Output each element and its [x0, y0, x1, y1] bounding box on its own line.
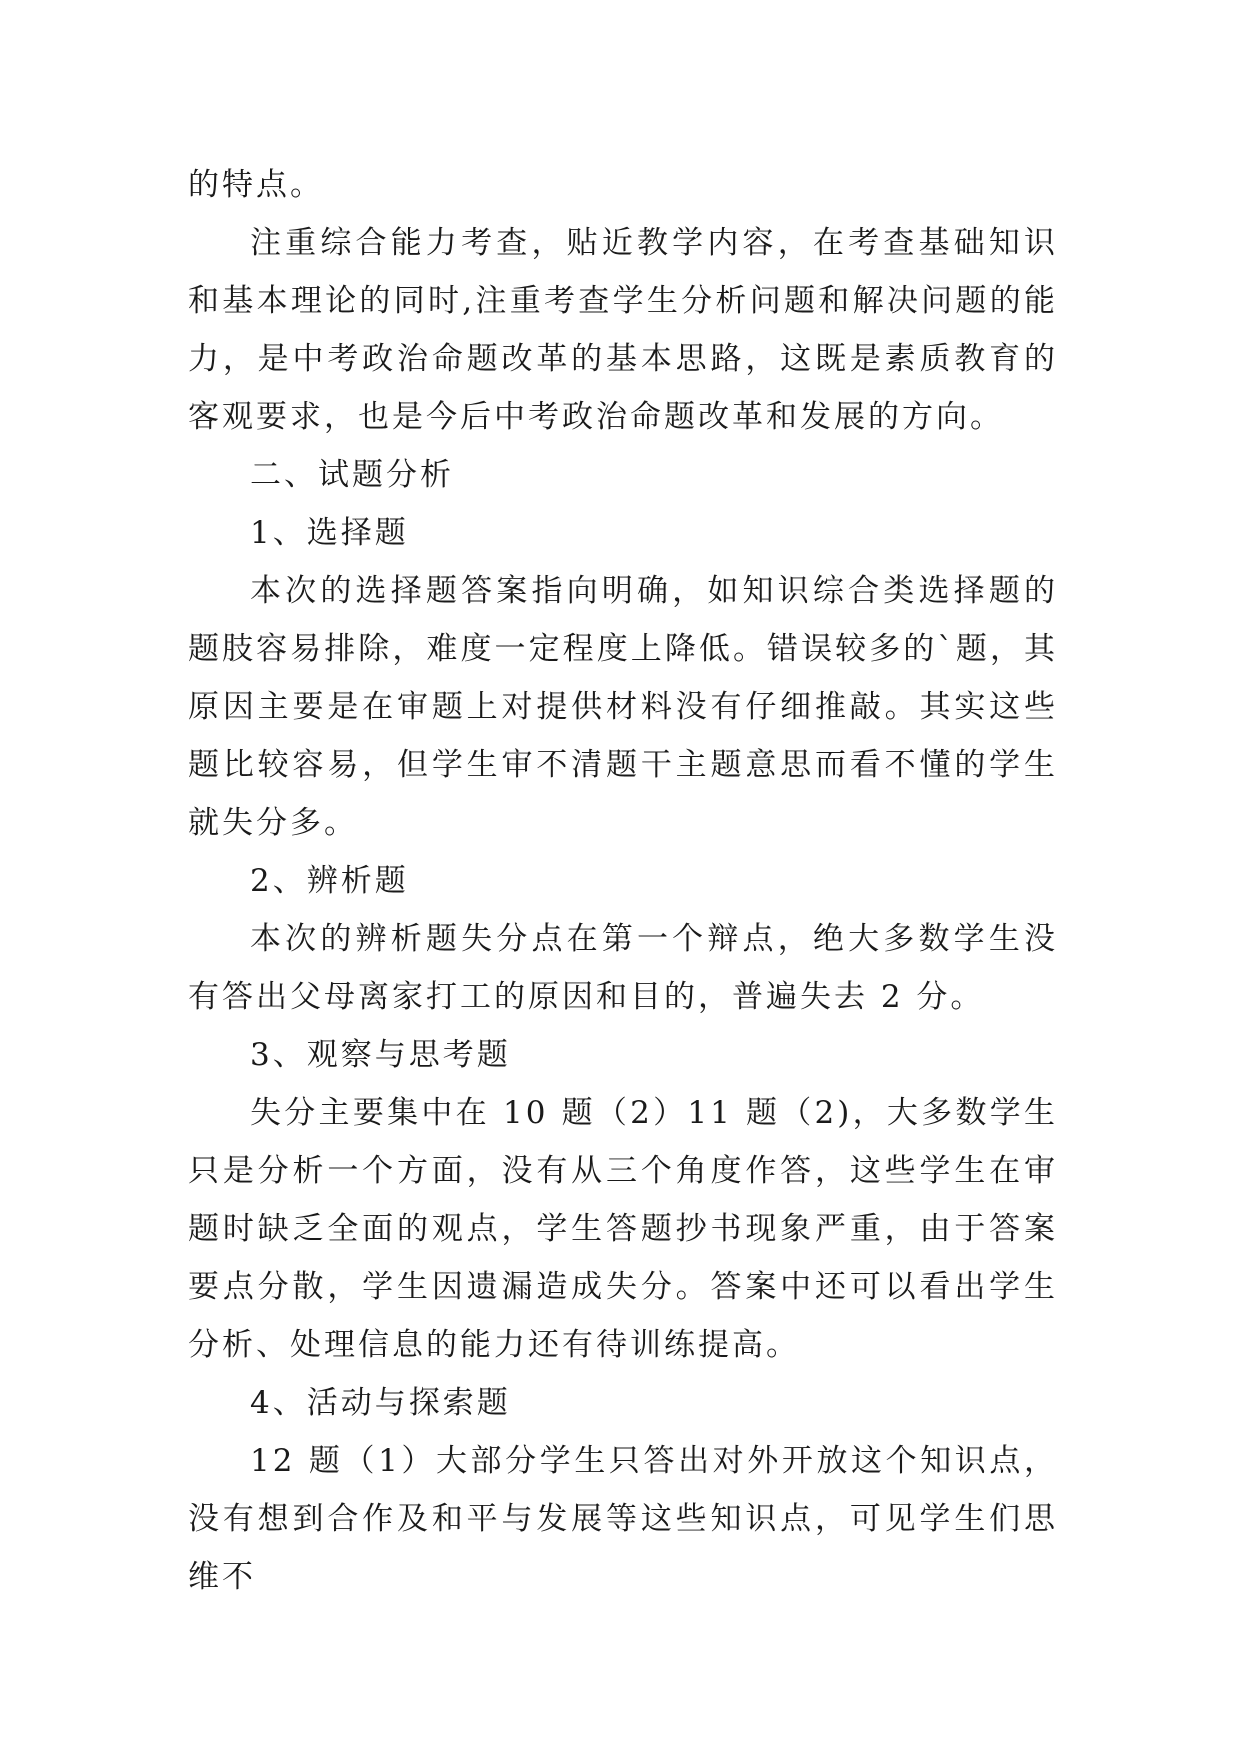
document-body — [188, 156, 1058, 1606]
subheading-observation: 3、观察与思考题 — [250, 1037, 511, 1073]
subheading-activity: 4、活动与探索题 — [250, 1385, 511, 1421]
paragraph-observation: 失分主要集中在 10 题（2）11 题（2)，大多数学生只是分析一个方面，没有从三个角度作答，这些学生在审题时缺乏全面的观点，学生答题抄书现象严重，由于答案要点分散，学生因遗漏造成失分。答案中还可以看出学生分析、处理信息的能力还有待训练提高。 — [188, 1095, 1058, 1363]
subheading-discrimination: 2、辨析题 — [250, 863, 409, 899]
subheading-multiple-choice: 1、选择题 — [250, 515, 409, 551]
paragraph-multiple-choice: 本次的选择题答案指向明确，如知识综合类选择题的题肢容易排除，难度一定程度上降低。错误较多的`题，其原因主要是在审题上对提供材料没有仔细推敲。其实这些题比较容易，但学生审不清题干主题意思而看不懂的学生就失分多。 — [188, 573, 1058, 841]
paragraph-overview: 注重综合能力考查，贴近教学内容，在考查基础知识和基本理论的同时,注重考查学生分析问题和解决问题的能力，是中考政治命题改革的基本思路，这既是素质教育的客观要求，也是今后中考政治命题改革和发展的方向。 — [188, 225, 1058, 435]
paragraph-continuation: 的特点。 — [188, 167, 324, 203]
paragraph-discrimination: 本次的辨析题失分点在第一个辩点，绝大多数学生没有答出父母离家打工的原因和目的，普遍失去 2 分。 — [188, 921, 1058, 1015]
section-heading-analysis: 二、试题分析 — [250, 457, 454, 493]
paragraph-activity: 12 题（1）大部分学生只答出对外开放这个知识点，没有想到合作及和平与发展等这些知识点，可见学生们思维不 — [188, 1443, 1058, 1595]
